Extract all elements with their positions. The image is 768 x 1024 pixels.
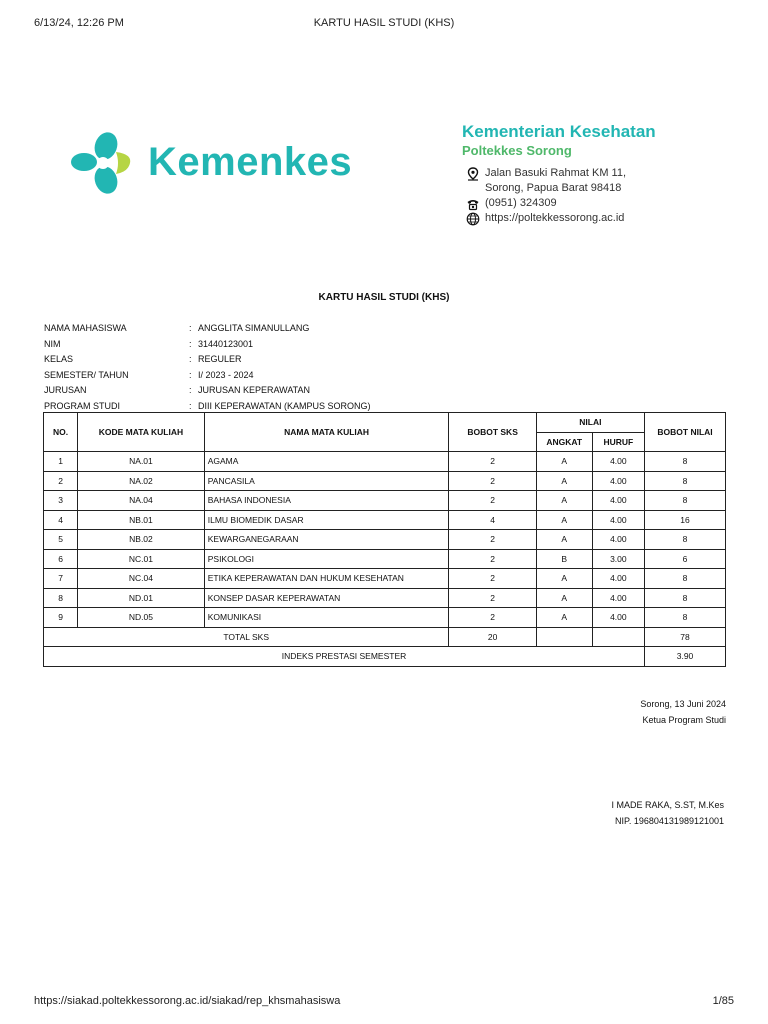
ips-value: 3.90 <box>645 647 726 667</box>
col-header-kode: KODE MATA KULIAH <box>78 413 205 452</box>
document-title: KARTU HASIL STUDI (KHS) <box>318 292 450 303</box>
cell-no: 2 <box>44 471 78 491</box>
cell-bobot: 8 <box>645 608 726 628</box>
cell-kode: ND.01 <box>78 588 205 608</box>
cell-nama: ILMU BIOMEDIK DASAR <box>204 510 449 530</box>
cell-angkat: A <box>536 510 592 530</box>
total-row <box>44 627 726 647</box>
contact-block <box>466 166 726 226</box>
cell-huruf: 4.00 <box>592 510 644 530</box>
cell-sks: 4 <box>449 510 536 530</box>
cell-sks: 2 <box>449 452 536 472</box>
info-row <box>44 352 724 368</box>
info-separator: : <box>189 338 192 349</box>
cell-huruf: 3.00 <box>592 549 644 569</box>
info-separator: : <box>189 400 192 411</box>
cell-angkat: B <box>536 549 592 569</box>
cell-kode: NC.01 <box>78 549 205 569</box>
cell-huruf: 4.00 <box>592 452 644 472</box>
table-row <box>44 569 726 589</box>
cell-nama: AGAMA <box>204 452 449 472</box>
cell-angkat: A <box>536 588 592 608</box>
cell-kode: NA.01 <box>78 452 205 472</box>
cell-kode: NA.04 <box>78 491 205 511</box>
print-datetime: 6/13/24, 12:26 PM <box>34 17 124 29</box>
globe-icon <box>466 212 480 226</box>
info-row <box>44 368 724 384</box>
cell-kode: NB.02 <box>78 530 205 550</box>
col-header-bobot-nilai: BOBOT NILAI <box>645 413 726 452</box>
cell-no: 3 <box>44 491 78 511</box>
print-url: https://siakad.poltekkessorong.ac.id/siakad/rep_khsmahasiswa <box>34 995 341 1007</box>
table-row <box>44 530 726 550</box>
cell-huruf: 4.00 <box>592 588 644 608</box>
print-header <box>34 17 734 31</box>
address-line1: Jalan Basuki Rahmat KM 11, <box>485 167 627 179</box>
total-empty-angkat <box>536 627 592 647</box>
cell-huruf: 4.00 <box>592 471 644 491</box>
table-row <box>44 588 726 608</box>
cell-angkat: A <box>536 608 592 628</box>
website-row <box>466 211 726 226</box>
cell-bobot: 8 <box>645 569 726 589</box>
ips-label: INDEKS PRESTASI SEMESTER <box>44 647 645 667</box>
table-row <box>44 452 726 472</box>
col-header-nama: NAMA MATA KULIAH <box>204 413 449 452</box>
cell-angkat: A <box>536 491 592 511</box>
info-value: ANGGLITA SIMANULLANG <box>198 323 310 333</box>
phone-row <box>466 196 726 211</box>
cell-nama: KEWARGANEGARAAN <box>204 530 449 550</box>
total-empty-huruf <box>592 627 644 647</box>
phone-icon <box>466 197 480 211</box>
info-value: 31440123001 <box>198 338 254 349</box>
cell-kode: NB.01 <box>78 510 205 530</box>
cell-no: 5 <box>44 530 78 550</box>
total-label: TOTAL SKS <box>44 627 449 647</box>
info-value: JURUSAN KEPERAWATAN <box>198 385 311 395</box>
org-name: Kementerian Kesehatan <box>462 122 656 141</box>
grades-body <box>44 452 726 628</box>
org-block <box>462 122 732 160</box>
print-page-title: KARTU HASIL STUDI (KHS) <box>313 17 455 29</box>
cell-bobot: 16 <box>645 510 726 530</box>
phone-number: (0951) 324309 <box>485 197 557 209</box>
info-value: REGULER <box>198 354 242 364</box>
cell-nama: PSIKOLOGI <box>204 549 449 569</box>
cell-bobot: 6 <box>645 549 726 569</box>
table-row <box>44 471 726 491</box>
address-row-2 <box>466 181 726 196</box>
website-link[interactable]: https://poltekkessorong.ac.id <box>485 212 625 224</box>
grades-table <box>43 412 726 667</box>
cell-bobot: 8 <box>645 530 726 550</box>
cell-no: 9 <box>44 608 78 628</box>
cell-nama: KOMUNIKASI <box>204 608 449 628</box>
cell-no: 7 <box>44 569 78 589</box>
cell-sks: 2 <box>449 491 536 511</box>
cell-bobot: 8 <box>645 452 726 472</box>
info-separator: : <box>189 323 192 333</box>
table-row <box>44 491 726 511</box>
col-header-angkat: ANGKAT <box>536 432 592 452</box>
cell-nama: KONSEP DASAR KEPERAWATAN <box>204 588 449 608</box>
info-separator: : <box>189 369 192 380</box>
info-separator: : <box>189 354 192 364</box>
location-pin-icon <box>466 167 480 181</box>
info-value: DIII KEPERAWATAN (KAMPUS SORONG) <box>198 400 371 411</box>
cell-huruf: 4.00 <box>592 491 644 511</box>
cell-sks: 2 <box>449 549 536 569</box>
cell-sks: 2 <box>449 588 536 608</box>
cell-no: 8 <box>44 588 78 608</box>
info-label: NIM <box>44 338 61 349</box>
cell-angkat: A <box>536 569 592 589</box>
info-value: I/ 2023 - 2024 <box>198 369 254 380</box>
info-label: JURUSAN <box>44 385 87 395</box>
info-label: SEMESTER/ TAHUN <box>44 369 129 380</box>
table-row <box>44 510 726 530</box>
print-footer <box>34 995 734 1009</box>
address-line2: Sorong, Papua Barat 98418 <box>485 182 622 194</box>
total-sks: 20 <box>449 627 536 647</box>
print-page-counter: 1/85 <box>712 995 734 1007</box>
sign-place-date: Sorong, 13 Juni 2024 <box>640 699 726 709</box>
logo-wordmark: Kemenkes <box>148 140 353 184</box>
cell-no: 4 <box>44 510 78 530</box>
cell-no: 1 <box>44 452 78 472</box>
cell-sks: 2 <box>449 608 536 628</box>
cell-nama: ETIKA KEPERAWATAN DAN HUKUM KESEHATAN <box>204 569 449 589</box>
cell-angkat: A <box>536 530 592 550</box>
cell-sks: 2 <box>449 569 536 589</box>
col-header-no: NO. <box>44 413 78 452</box>
cell-sks: 2 <box>449 530 536 550</box>
org-sub: Poltekkes Sorong <box>462 143 572 158</box>
col-header-huruf: HURUF <box>592 432 644 452</box>
kemenkes-logo-icon <box>70 130 136 196</box>
info-row <box>44 337 724 353</box>
cell-bobot: 8 <box>645 471 726 491</box>
cell-huruf: 4.00 <box>592 569 644 589</box>
signatory-block <box>540 797 724 829</box>
cell-bobot: 8 <box>645 491 726 511</box>
info-label: PROGRAM STUDI <box>44 400 121 411</box>
col-header-nilai: NILAI <box>536 413 644 433</box>
cell-angkat: A <box>536 471 592 491</box>
signatory-name: I MADE RAKA, S.ST, M.Kes <box>611 800 724 810</box>
signature-block <box>560 696 726 728</box>
cell-kode: ND.05 <box>78 608 205 628</box>
sign-role: Ketua Program Studi <box>642 715 726 725</box>
info-separator: : <box>189 385 192 395</box>
cell-nama: BAHASA INDONESIA <box>204 491 449 511</box>
total-bobot: 78 <box>645 627 726 647</box>
cell-huruf: 4.00 <box>592 530 644 550</box>
ips-row <box>44 647 726 667</box>
address-row <box>466 166 726 181</box>
cell-nama: PANCASILA <box>204 471 449 491</box>
table-row <box>44 608 726 628</box>
info-row <box>44 383 724 399</box>
info-label: KELAS <box>44 354 74 364</box>
info-label: NAMA MAHASISWA <box>44 323 127 333</box>
cell-bobot: 8 <box>645 588 726 608</box>
cell-sks: 2 <box>449 471 536 491</box>
cell-kode: NC.04 <box>78 569 205 589</box>
student-info <box>44 321 724 414</box>
kemenkes-logo <box>70 130 370 200</box>
cell-no: 6 <box>44 549 78 569</box>
cell-angkat: A <box>536 452 592 472</box>
signatory-nip: NIP. 196804131989121001 <box>615 816 724 826</box>
cell-kode: NA.02 <box>78 471 205 491</box>
table-row <box>44 549 726 569</box>
info-row <box>44 321 724 337</box>
cell-huruf: 4.00 <box>592 608 644 628</box>
col-header-bobot-sks: BOBOT SKS <box>449 413 536 452</box>
